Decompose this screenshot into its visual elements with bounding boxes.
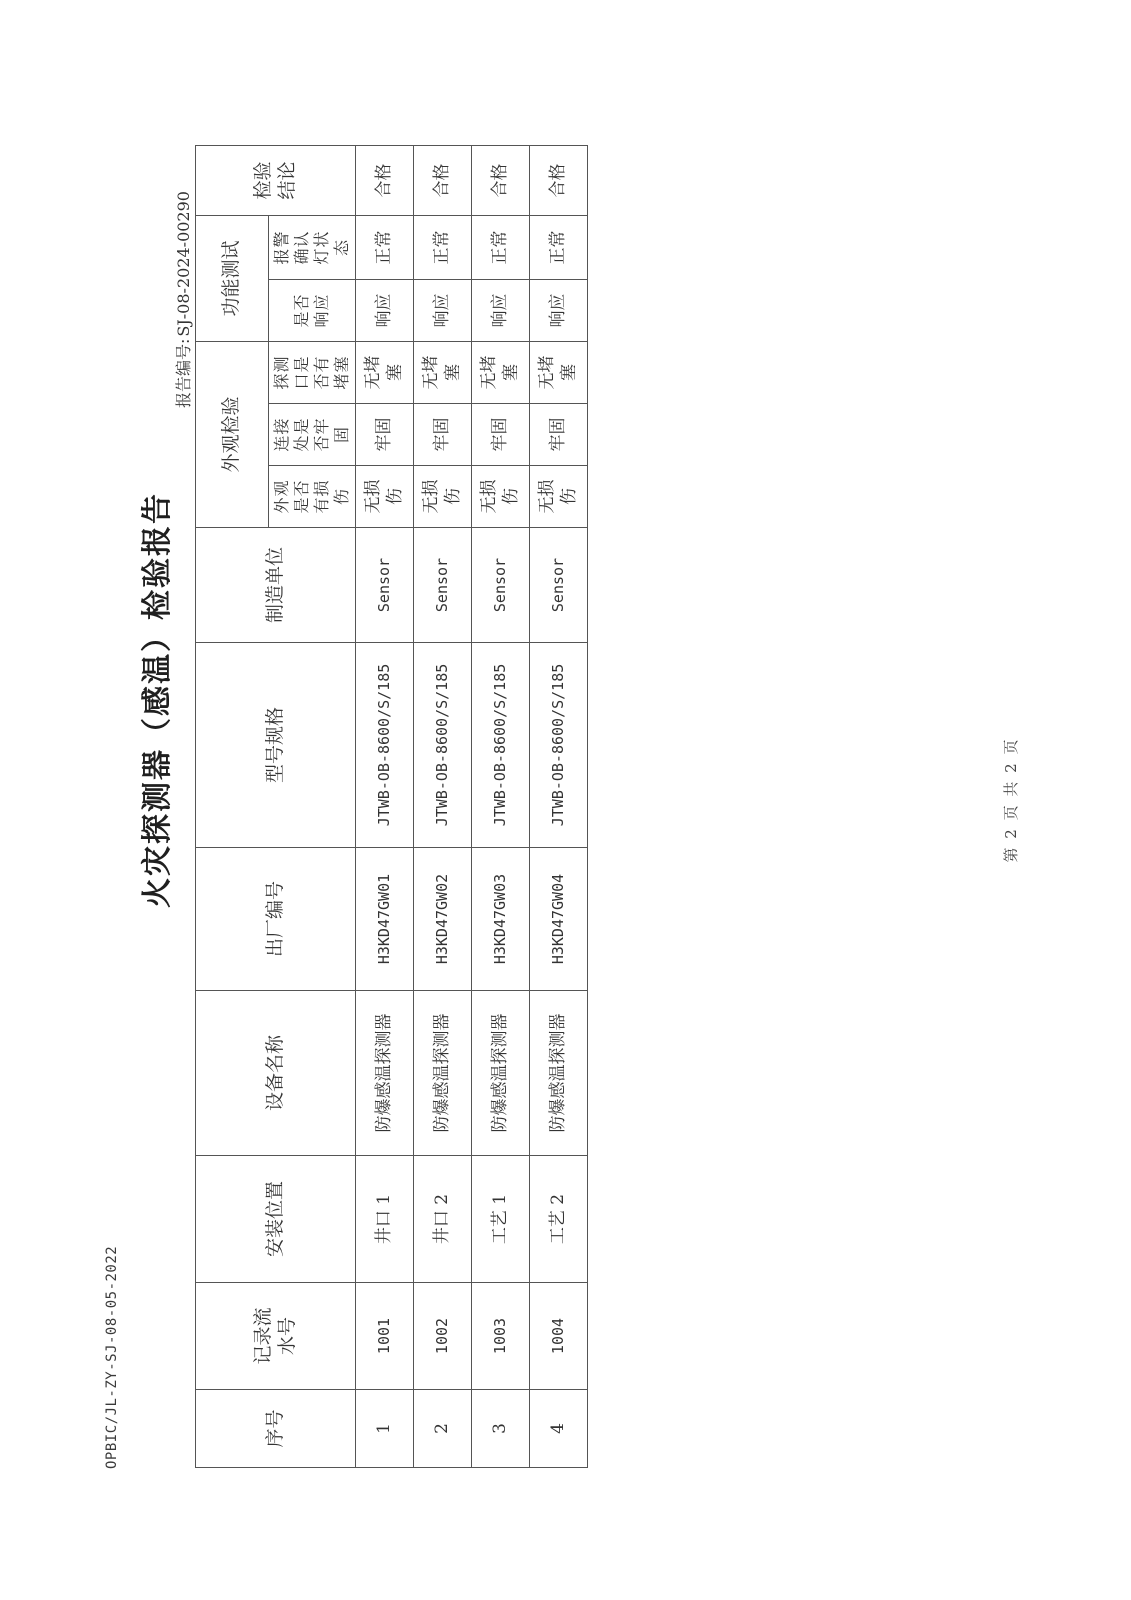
cell-record-no: 1003 [472, 1283, 530, 1390]
inspection-table [195, 145, 588, 1468]
report-title: 火灾探测器（感温）检验报告 [140, 492, 175, 908]
cell-connection: 牢固 [414, 404, 472, 466]
cell-serial-no: H3KD47GW01 [356, 848, 414, 991]
cell-record-no: 1001 [356, 1283, 414, 1390]
header-appearance: 外观检验 [196, 342, 269, 528]
cell-blockage: 无堵塞 [414, 342, 472, 404]
cell-record-no: 1004 [530, 1283, 588, 1390]
header-manufacturer: 制造单位 [196, 528, 356, 643]
cell-connection: 牢固 [530, 404, 588, 466]
cell-model: JTWB-OB-8600/S/185 [414, 643, 472, 848]
cell-alarm-light: 正常 [356, 215, 414, 279]
header-model: 型号规格 [196, 643, 356, 848]
header-serial-no: 出厂编号 [196, 848, 356, 991]
cell-device-name: 防爆感温探测器 [472, 991, 530, 1156]
header-location: 安装位置 [196, 1156, 356, 1283]
cell-connection: 牢固 [472, 404, 530, 466]
cell-device-name: 防爆感温探测器 [530, 991, 588, 1156]
header-conclusion: 检验结论 [196, 145, 356, 215]
header-appearance-blockage: 探测口是否有堵塞 [269, 342, 356, 404]
cell-device-name: 防爆感温探测器 [356, 991, 414, 1156]
cell-location: 井口 1 [356, 1156, 414, 1283]
cell-conclusion: 合格 [414, 145, 472, 215]
cell-manufacturer: Sensor [414, 528, 472, 643]
cell-conclusion: 合格 [472, 145, 530, 215]
header-function-test: 功能测试 [196, 215, 269, 341]
cell-connection: 牢固 [356, 404, 414, 466]
cell-damage: 无损伤 [530, 466, 588, 528]
cell-response: 响应 [472, 280, 530, 342]
cell-damage: 无损伤 [356, 466, 414, 528]
cell-response: 响应 [530, 280, 588, 342]
cell-location: 井口 2 [414, 1156, 472, 1283]
table-row [356, 145, 414, 1467]
report-number [171, 140, 194, 408]
cell-serial-no: H3KD47GW02 [414, 848, 472, 991]
cell-serial-no: H3KD47GW04 [530, 848, 588, 991]
table-row [414, 145, 472, 1467]
cell-location: 工艺 1 [472, 1156, 530, 1283]
header-device-name: 设备名称 [196, 991, 356, 1156]
cell-location: 工艺 2 [530, 1156, 588, 1283]
header-record-no: 记录流水号 [196, 1283, 356, 1390]
cell-response: 响应 [414, 280, 472, 342]
cell-seq: 1 [356, 1390, 414, 1468]
cell-damage: 无损伤 [414, 466, 472, 528]
cell-manufacturer: Sensor [472, 528, 530, 643]
cell-conclusion: 合格 [356, 145, 414, 215]
cell-model: JTWB-OB-8600/S/185 [356, 643, 414, 848]
cell-blockage: 无堵塞 [472, 342, 530, 404]
cell-alarm-light: 正常 [472, 215, 530, 279]
cell-blockage: 无堵塞 [530, 342, 588, 404]
cell-alarm-light: 正常 [530, 215, 588, 279]
header-appearance-connection: 连接处是否牢固 [269, 404, 356, 466]
header-seq: 序号 [196, 1390, 356, 1468]
cell-manufacturer: Sensor [356, 528, 414, 643]
document-code: OPBIC/JL-ZY-SJ-08-05-2022 [104, 1245, 120, 1469]
cell-blockage: 无堵塞 [356, 342, 414, 404]
cell-damage: 无损伤 [472, 466, 530, 528]
header-function-alarm-light: 报警确认灯状态 [269, 215, 356, 279]
report-number-label: 报告编号: [174, 338, 193, 408]
cell-alarm-light: 正常 [414, 215, 472, 279]
report-number-value: SJ-08-2024-00290 [174, 191, 193, 337]
cell-conclusion: 合格 [530, 145, 588, 215]
header-function-response: 是否响应 [269, 280, 356, 342]
cell-model: JTWB-OB-8600/S/185 [530, 643, 588, 848]
cell-record-no: 1002 [414, 1283, 472, 1390]
cell-seq: 4 [530, 1390, 588, 1468]
cell-response: 响应 [356, 280, 414, 342]
cell-manufacturer: Sensor [530, 528, 588, 643]
table-row [530, 145, 588, 1467]
cell-device-name: 防爆感温探测器 [414, 991, 472, 1156]
page-footer: 第 2 页 共 2 页 [1002, 737, 1020, 863]
table-row [472, 145, 530, 1467]
header-appearance-damage: 外观是否有损伤 [269, 466, 356, 528]
cell-model: JTWB-OB-8600/S/185 [472, 643, 530, 848]
cell-serial-no: H3KD47GW03 [472, 848, 530, 991]
cell-seq: 3 [472, 1390, 530, 1468]
cell-seq: 2 [414, 1390, 472, 1468]
